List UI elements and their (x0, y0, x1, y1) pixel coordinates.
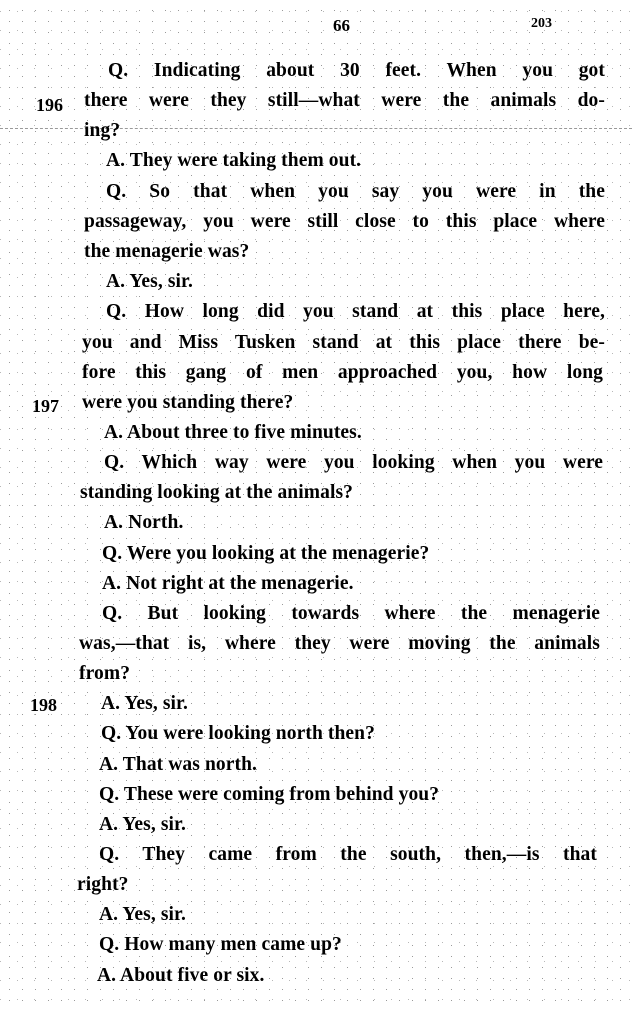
question-line: Q. Which way were you looking when you were (104, 452, 603, 473)
answer-line: A. Not right at the menagerie. (102, 573, 354, 594)
margin-line-number: 198 (30, 695, 57, 715)
answer-line: A. They were taking them out. (106, 150, 362, 171)
continuation-line: ing? (84, 120, 121, 141)
continuation-line: right? (77, 874, 129, 895)
question-line: Q. How long did you stand at this place here, (106, 301, 605, 322)
continuation-line: fore this gang of men approached you, how long (82, 362, 603, 383)
question-line: Q. They came from the south, then,—is that (99, 844, 597, 865)
answer-line: A. About three to five minutes. (104, 422, 362, 443)
continuation-line: you and Miss Tusken stand at this place there be- (82, 332, 605, 353)
continuation-line: was,—that is, where they were moving the animals (79, 633, 600, 654)
answer-line: A. North. (104, 512, 184, 533)
continuation-line: passageway, you were still close to this place where (84, 211, 605, 232)
answer-line: A. About five or six. (97, 965, 265, 986)
continuation-line: were you standing there? (82, 392, 294, 413)
answer-line: A. Yes, sir. (106, 271, 193, 292)
question-line: Q. So that when you say you were in the (106, 181, 605, 202)
margin-line-number: 197 (32, 396, 59, 416)
folio-number: 203 (531, 16, 552, 31)
question-line: Q. Indicating about 30 feet. When you got (108, 60, 605, 81)
answer-line: A. Yes, sir. (101, 693, 188, 714)
continuation-line: standing looking at the animals? (80, 482, 354, 503)
answer-line: A. Yes, sir. (99, 814, 186, 835)
continuation-line: the menagerie was? (84, 241, 250, 262)
answer-line: A. Yes, sir. (99, 904, 186, 925)
continuation-line: from? (79, 663, 131, 684)
question-line: Q. How many men came up? (99, 934, 342, 955)
page-number: 66 (333, 16, 350, 35)
question-line: Q. You were looking north then? (101, 723, 375, 744)
margin-line-number: 196 (36, 95, 63, 115)
question-line: Q. But looking towards where the menagerie (102, 603, 600, 624)
question-line: Q. These were coming from behind you? (99, 784, 440, 805)
question-line: Q. Were you looking at the menagerie? (102, 543, 430, 564)
continuation-line: there were they still—what were the animals do- (84, 90, 605, 111)
answer-line: A. That was north. (99, 754, 258, 775)
